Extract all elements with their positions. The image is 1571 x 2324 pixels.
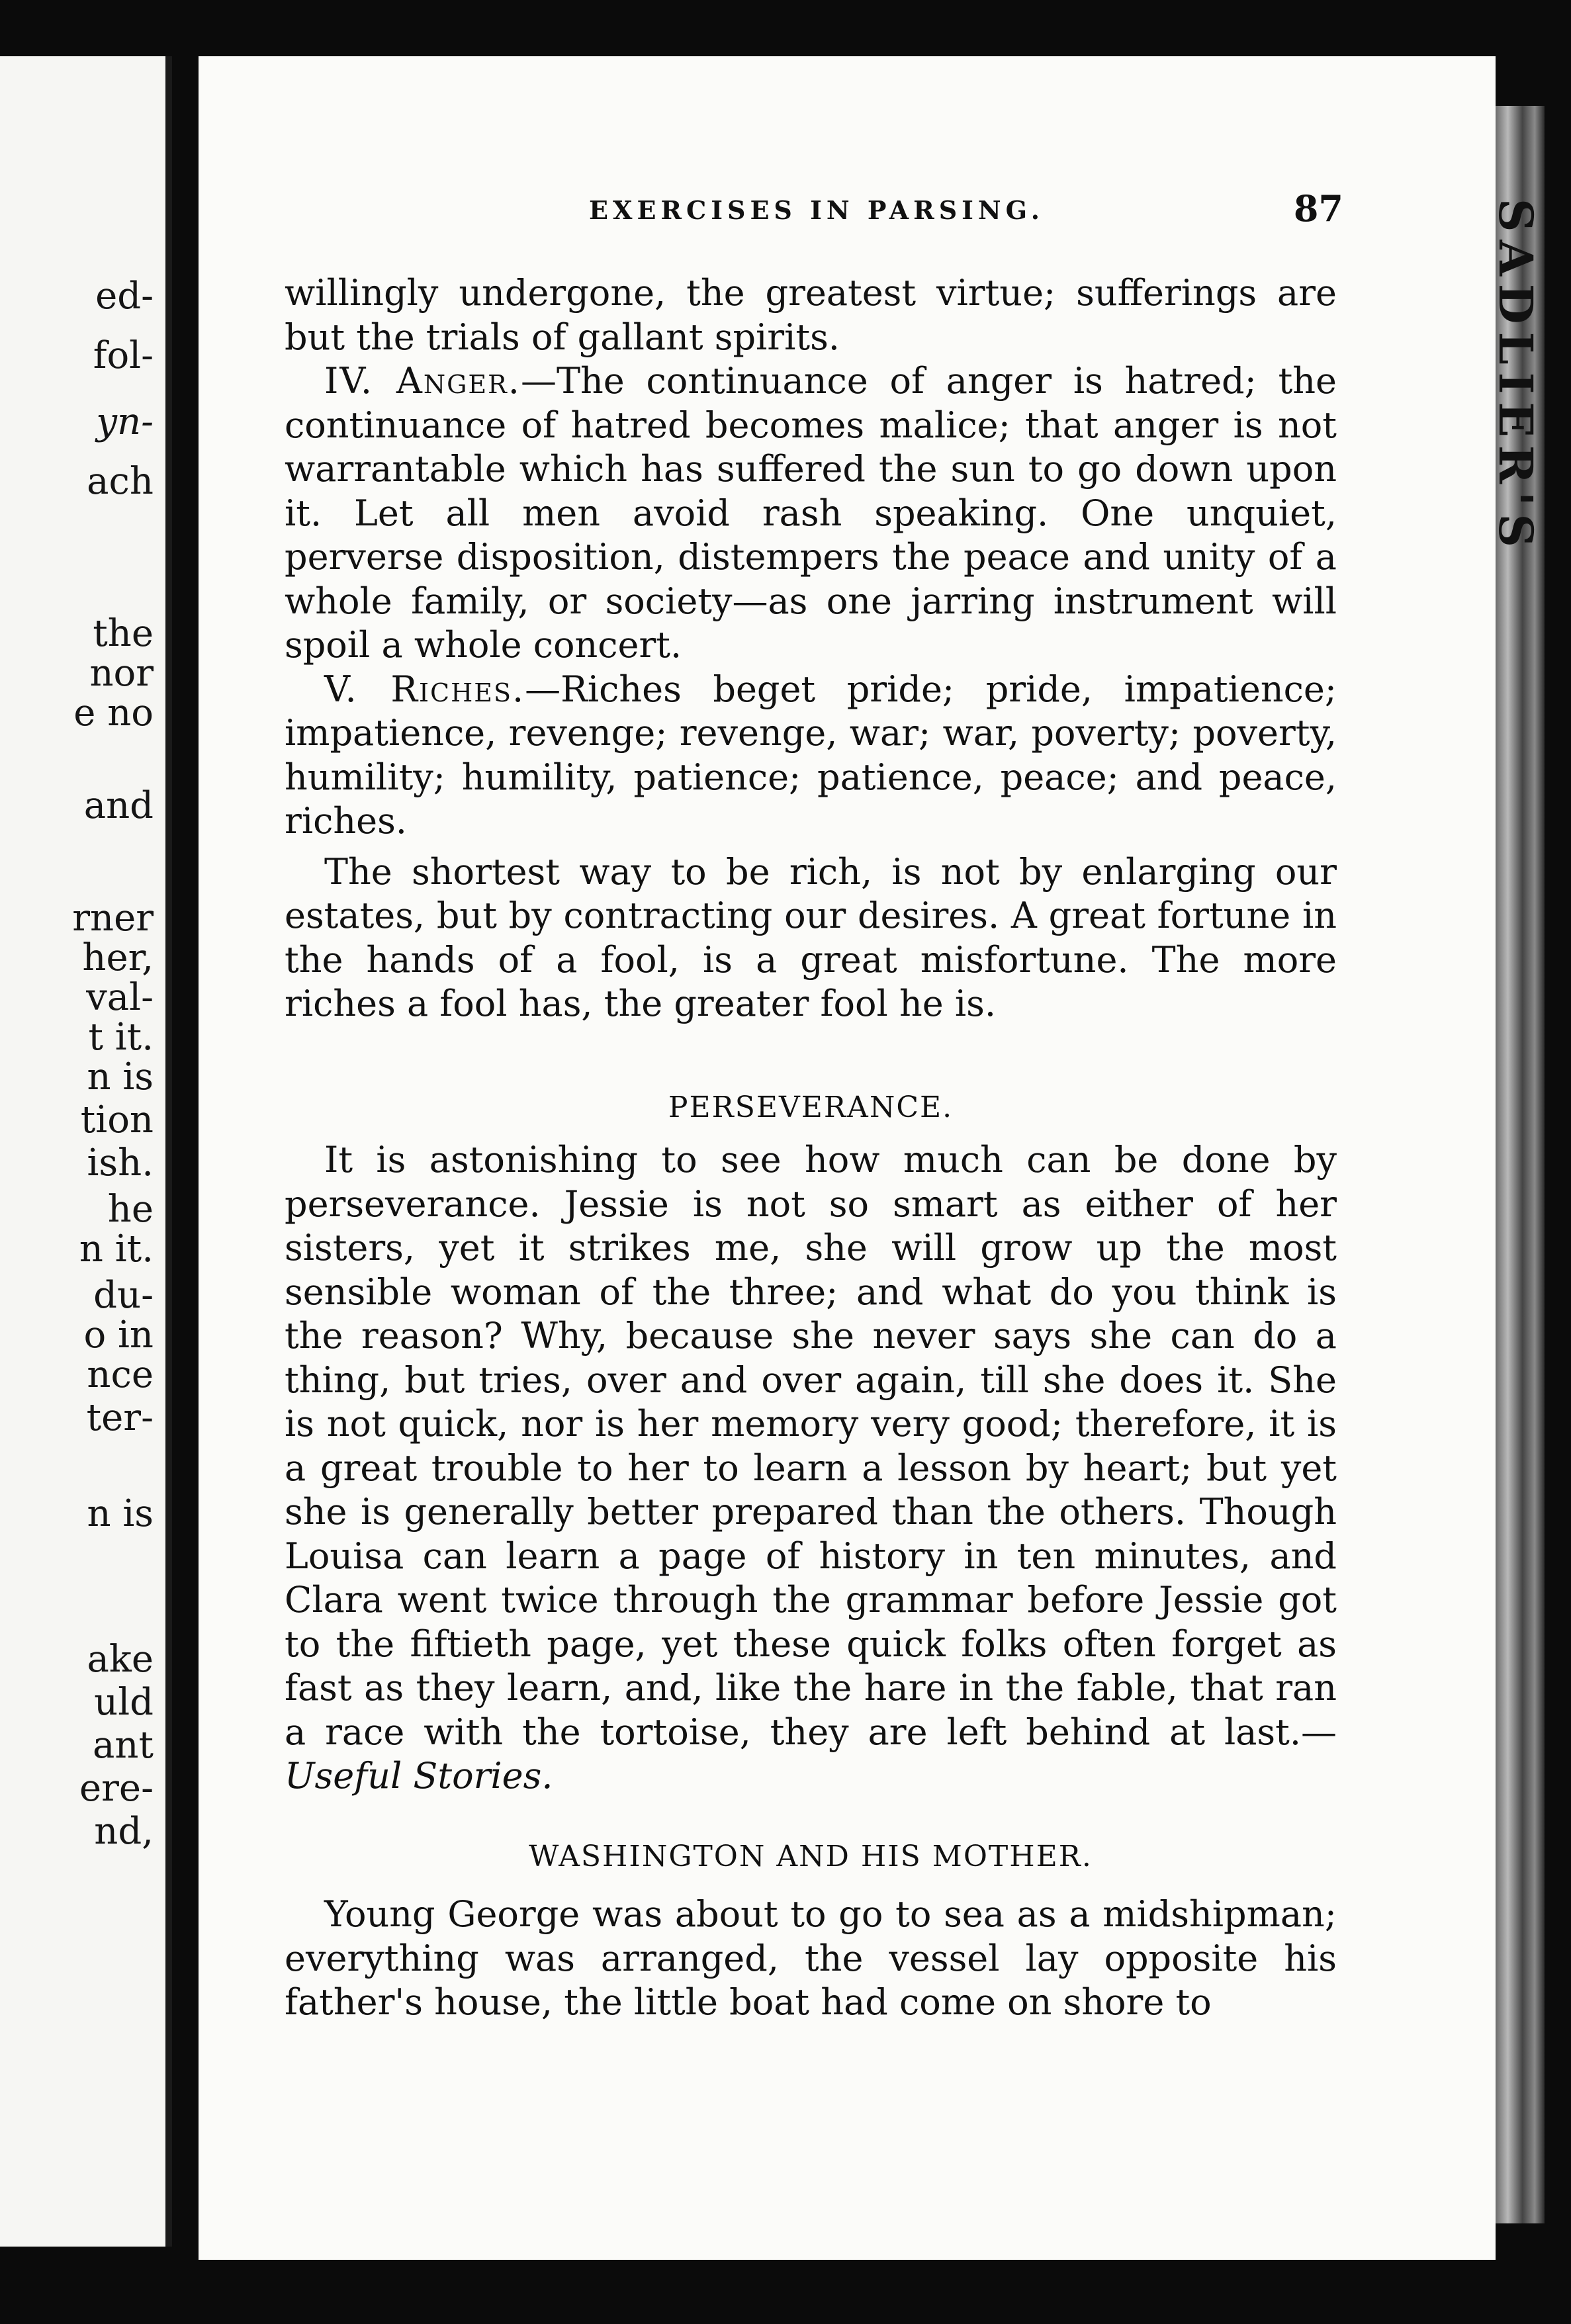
- facing-page-fragment: ake: [87, 1638, 154, 1681]
- facing-page-fragment: nce: [87, 1353, 154, 1396]
- paragraph-riches: [285, 668, 1337, 844]
- facing-page-fragment: he: [107, 1188, 154, 1231]
- paragraph-shortest-way: The shortest way to be rich, is not by enlarging our estates, but by contracting our desires. A great fortune in the hands of a fool, is a great misfortune. The more riches a fool has, the greater fool he is.: [285, 850, 1337, 1024]
- facing-page-fragment: tion: [80, 1098, 154, 1141]
- facing-page-fragment: n is: [87, 1492, 154, 1535]
- paragraph-perseverance: [285, 1138, 1337, 1799]
- facing-page-fragment: nor: [89, 652, 154, 695]
- facing-page-fragment: nd,: [94, 1810, 154, 1853]
- facing-page-fragment: fol-: [93, 334, 154, 377]
- facing-page-fragment: rner: [72, 897, 154, 940]
- facing-page-fragment: ter-: [86, 1396, 154, 1439]
- paragraph-continuation: willingly undergone, the greatest virtue; sufferings are but the trials of gallant spirits.: [285, 272, 1337, 358]
- heading-perseverance: PERSEVERANCE.: [668, 1091, 954, 1124]
- facing-page-fragment: e no: [73, 692, 154, 735]
- facing-page-fragment: her,: [82, 936, 154, 979]
- page-header: [285, 187, 1343, 235]
- facing-page-fragment: uld: [94, 1681, 154, 1724]
- facing-page-fragment: ish.: [87, 1141, 154, 1184]
- facing-page-fragment: ant: [93, 1724, 154, 1767]
- facing-page-fragment: t it.: [88, 1016, 154, 1059]
- text-block-1: [285, 271, 1337, 1026]
- anger-text: —The continuance of anger is hatred; the continuance of hatred becomes malice; that anger is not warrantable which has suffered the sun to go down upon it. Let all men avoid rash speaking. One unquiet, perverse disposition, distempers the peace and unity of a whole family, or society—as one jarring instrument will spoil a whole concert.: [285, 360, 1337, 666]
- book-edge-text: SADLIER'S: [1488, 199, 1543, 556]
- facing-page-fragment: yn-: [96, 400, 154, 443]
- facing-page-fragment: n it.: [79, 1228, 154, 1271]
- facing-page-fragment: du-: [93, 1274, 154, 1317]
- facing-page-fragment: n is: [87, 1055, 154, 1098]
- perseverance-text: It is astonishing to see how much can be done by perseverance. Jessie is not so smart as either of her sisters, yet it strikes me, she will grow up the most sensible woman of the three; and what do you think is the reason? Why, because she never says she can do a thing, but tries, over and over again, till she does it. She is not quick, nor is her memory very good; therefore, it is a great trouble to her to learn a lesson by heart; but yet she is generally better prepared than the others. Though Louisa can learn a page of history in ten minutes, and Clara went twice through the grammar before Jessie got to the fiftieth page, yet these quick folks often forget as fast as they learn, and, like the hare in the fable, that ran a race with the tortoise, they are left behind at last.—: [285, 1139, 1337, 1753]
- facing-page-fragment: and: [83, 784, 154, 827]
- source-citation: Useful Stories.: [285, 1755, 553, 1797]
- running-head: EXERCISES IN PARSING.: [589, 195, 1044, 225]
- facing-page-fragment: ed-: [95, 275, 154, 318]
- text-block-perseverance: [285, 1138, 1337, 1799]
- facing-page-fragment: the: [93, 612, 154, 655]
- paragraph-washington: Young George was about to go to sea as a midshipman; everything was arranged, the vessel lay opposite his father's house, the little boat had come on shore to: [285, 1893, 1337, 2023]
- facing-page: [0, 56, 172, 2247]
- text-block-washington: [285, 1893, 1337, 2025]
- riches-text: —Riches beget pride; pride, impatience; impatience, revenge; revenge, war; war, poverty; poverty, humility; humility, patience; patience, peace; and peace, riches.: [285, 668, 1337, 842]
- heading-washington: WASHINGTON AND HIS MOTHER.: [529, 1840, 1093, 1873]
- riches-label: V. Riches.: [324, 668, 525, 710]
- paragraph-anger: [285, 359, 1337, 668]
- page-number: 87: [1293, 187, 1343, 230]
- facing-page-fragment: ach: [87, 460, 154, 503]
- anger-label: IV. Anger.: [324, 360, 521, 402]
- facing-page-fragment: ere-: [79, 1767, 154, 1810]
- facing-page-fragment: val-: [86, 976, 154, 1019]
- facing-page-fragment: o in: [83, 1314, 154, 1357]
